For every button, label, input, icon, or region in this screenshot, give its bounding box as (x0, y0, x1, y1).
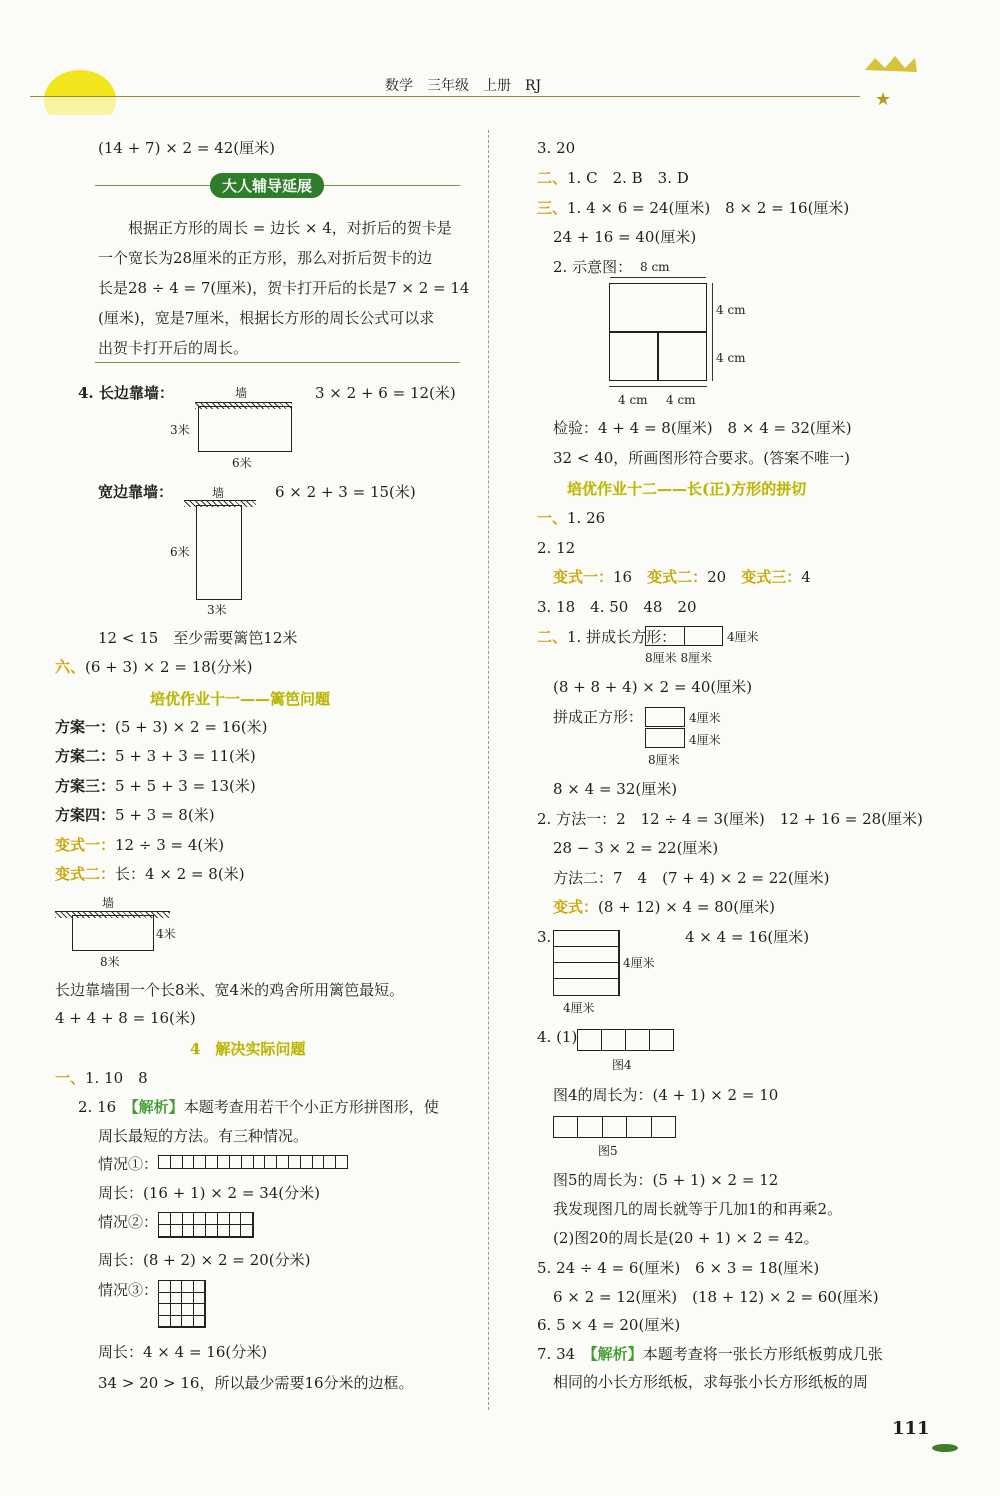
final-conclusion: 34 > 20 > 16，所以最少需要16分米的边框。 (98, 1374, 414, 1392)
m-1: 2. 方法一：2 12 ÷ 4 = 3(厘米) 12 + 16 = 28(厘米) (537, 810, 923, 828)
case-1-strip (158, 1155, 348, 1169)
q4b-bottom: 3米 (207, 603, 227, 617)
six-num: 六、 (55, 658, 86, 676)
p2-bottom: 8厘米 (648, 753, 680, 767)
o-2: 2. 12 (537, 539, 576, 557)
d-r2: 4 cm (716, 351, 746, 365)
r-three: 三、1. 4 × 6 = 24(厘米) 8 × 2 = 16(厘米) (537, 199, 850, 217)
q3-bottom: 4厘米 (563, 1001, 595, 1015)
case-3-grid (158, 1280, 206, 1328)
case-3-eq: 周长：4 × 4 = 16(分米) (98, 1343, 268, 1361)
m-1b: 28 − 3 × 2 = 22(厘米) (553, 839, 719, 857)
q4-label: 4. 长边靠墙： (78, 384, 174, 402)
q6: 6. 5 × 4 = 20(厘米) (537, 1316, 681, 1334)
q5b: 6 × 2 = 12(厘米) (18 + 12) × 2 = 60(厘米) (553, 1288, 879, 1306)
p1-bottom: 8厘米 8厘米 (645, 651, 713, 665)
section-six (55, 657, 252, 677)
q2-line: 2. 16 【解析】本题考查用若干个小正方形拼图形，使 (78, 1098, 439, 1116)
q2-line-2: 周长最短的方法。有三种情况。 (98, 1127, 309, 1145)
check-2: 32 < 40，所画图形符合要求。(答案不唯一) (553, 449, 850, 467)
left-line-1: (14 + 7) × 2 = 42(厘米) (98, 139, 275, 157)
diagram-label: 2. 示意图： (553, 258, 633, 276)
case-2-grid (158, 1212, 254, 1238)
q3-side: 4厘米 (623, 956, 655, 970)
q4b-side: 6米 (170, 545, 190, 559)
section-4-title: 4 解决实际问题 (190, 1040, 306, 1058)
fig5-label: 图5 (598, 1144, 618, 1158)
v2-wall-label: 墙 (102, 896, 115, 910)
d-right-arrow (712, 283, 713, 381)
q4-num: 4. (1) (537, 1028, 578, 1046)
q3-stack (553, 930, 620, 996)
d-bottom-arrow (609, 386, 707, 387)
case-2-label: 情况②： (98, 1213, 159, 1231)
bs: 变式：(8 + 12) × 4 = 80(厘米) (553, 898, 775, 916)
fig4-label: 图4 (612, 1058, 632, 1072)
ext-line: 根据正方形的周长 = 边长 × 4，对折后的贺卡是 (128, 219, 452, 237)
ext-line: 出贺卡打开后的周长。 (98, 339, 249, 357)
p2-box-2 (645, 728, 685, 748)
p1-eq: (8 + 8 + 4) × 2 = 40(厘米) (553, 678, 753, 696)
d-b1: 4 cm (618, 393, 648, 407)
p1-strip (645, 626, 723, 646)
p2-s1: 4厘米 (689, 711, 721, 725)
one-1: 一、1. 10 8 (55, 1069, 148, 1087)
m-2: 方法二：7 4 (7 + 4) × 2 = 22(厘米) (553, 869, 830, 887)
six-eq: (6 + 3) × 2 = 18(分米) (85, 658, 253, 676)
ext-banner: 大人辅导延展 (210, 173, 324, 198)
fig5-eq: 图5的周长为：(5 + 1) × 2 = 12 (553, 1171, 779, 1189)
q3-eq: 4 × 4 = 16(厘米) (685, 928, 810, 946)
ext-line: 一个宽长为28厘米的正方形，那么对折后贺卡的边 (98, 249, 433, 267)
r-3-20: 3. 20 (537, 139, 576, 157)
sun-logo (35, 55, 125, 115)
q4-rect (198, 406, 292, 452)
r-two: 二、1. C 2. B 3. D (537, 169, 689, 187)
plan-2: 方案二：5 + 3 + 3 = 11(米) (55, 747, 256, 765)
p2-eq: 8 × 4 = 32(厘米) (553, 780, 678, 798)
q4-bottom: 6米 (232, 456, 252, 470)
plan-1: 方案一：(5 + 3) × 2 = 16(米) (55, 718, 268, 736)
p-1: 二、1. 拼成长方形： (537, 628, 677, 646)
d-r1: 4 cm (716, 303, 746, 317)
q4b-rect (196, 505, 242, 600)
p1-side: 4厘米 (727, 630, 759, 644)
ext-line: (厘米)，宽是7厘米，根据长方形的周长公式可以求 (98, 309, 435, 327)
d-b2: 4 cm (666, 393, 696, 407)
page-number: 111 (892, 1418, 930, 1439)
q7: 7. 34 【解析】本题考查将一张长方形纸板剪成几张 (537, 1345, 883, 1363)
page-leaf-icon (930, 1438, 960, 1448)
variant-1: 变式一：12 ÷ 3 = 4(米) (55, 836, 225, 854)
p2-s2: 4厘米 (689, 733, 721, 747)
d-top: 8 cm (640, 260, 670, 274)
q4-wall-label: 墙 (235, 386, 248, 400)
section-11-title: 培优作业十一——篱笆问题 (150, 690, 331, 708)
v2-side: 4米 (156, 927, 176, 941)
o-variants: 变式一：16 变式二：20 变式三：4 (553, 568, 811, 586)
v2-eq: 4 + 4 + 8 = 16(米) (55, 1009, 196, 1027)
ext-line: 长是28 ÷ 4 = 7(厘米)，贺卡打开后的长是7 × 2 = 14 (98, 279, 470, 297)
q4-conclusion: 12 < 15 至少需要篱笆12米 (98, 629, 298, 647)
v2-bottom: 8米 (100, 955, 120, 969)
o-1: 一、1. 26 (537, 509, 606, 527)
d-vert (657, 331, 659, 381)
banner-rule-bottom (95, 362, 460, 363)
finding: 我发现图几的周长就等于几加1的和再乘2。 (553, 1200, 843, 1218)
q5: 5. 24 ÷ 4 = 6(厘米) 6 × 3 = 18(厘米) (537, 1259, 820, 1277)
column-divider (488, 130, 489, 1410)
p-2: 拼成正方形： (553, 708, 644, 726)
q3-num: 3. (537, 928, 552, 946)
r-three-b: 24 + 16 = 40(厘米) (553, 228, 697, 246)
case-3-label: 情况③： (98, 1281, 159, 1299)
v2-conclusion: 长边靠墙围一个长8米、宽4米的鸡舍所用篱笆最短。 (55, 981, 405, 999)
check: 检验：4 + 4 = 8(厘米) 8 × 4 = 32(厘米) (553, 419, 852, 437)
fig4-eq: 图4的周长为：(4 + 1) × 2 = 10 (553, 1086, 779, 1104)
section-12-title: 培优作业十二——长(正)方形的拼切 (567, 480, 807, 498)
case-2-eq: 周长：(8 + 2) × 2 = 20(分米) (98, 1251, 311, 1269)
fig4-strip (577, 1029, 674, 1051)
case-1-eq: 周长：(16 + 1) × 2 = 34(分米) (98, 1184, 320, 1202)
d-top-arrow (610, 277, 706, 278)
header-title: 数学 三年级 上册 RJ (385, 78, 542, 94)
plan-4: 方案四：5 + 3 = 8(米) (55, 806, 215, 824)
svg-text:★: ★ (875, 89, 892, 110)
q4-2: (2)图20的周长是(20 + 1) × 2 = 42。 (553, 1229, 819, 1247)
p2-box-1 (645, 707, 685, 727)
q4b-wall-label: 墙 (212, 486, 225, 500)
q4-side: 3米 (170, 423, 190, 437)
extension-text (98, 213, 469, 363)
q4-eq: 3 × 2 + 6 = 12(米) (315, 384, 456, 402)
q4b-eq: 6 × 2 + 3 = 15(米) (275, 483, 416, 501)
v2-rect (72, 915, 154, 951)
header-rule (30, 96, 860, 97)
case-1-label: 情况①： (98, 1155, 159, 1173)
q7c: 相同的小长方形纸板，求每张小长方形纸板的周 (553, 1373, 869, 1391)
o-3: 3. 18 4. 50 48 20 (537, 598, 697, 616)
crown-logo (855, 50, 925, 120)
variant-2: 变式二：长：4 × 2 = 8(米) (55, 865, 245, 883)
q4b-label: 宽边靠墙： (98, 483, 174, 501)
fig5-strip (553, 1116, 676, 1138)
plan-3: 方案三：5 + 5 + 3 = 13(米) (55, 777, 256, 795)
